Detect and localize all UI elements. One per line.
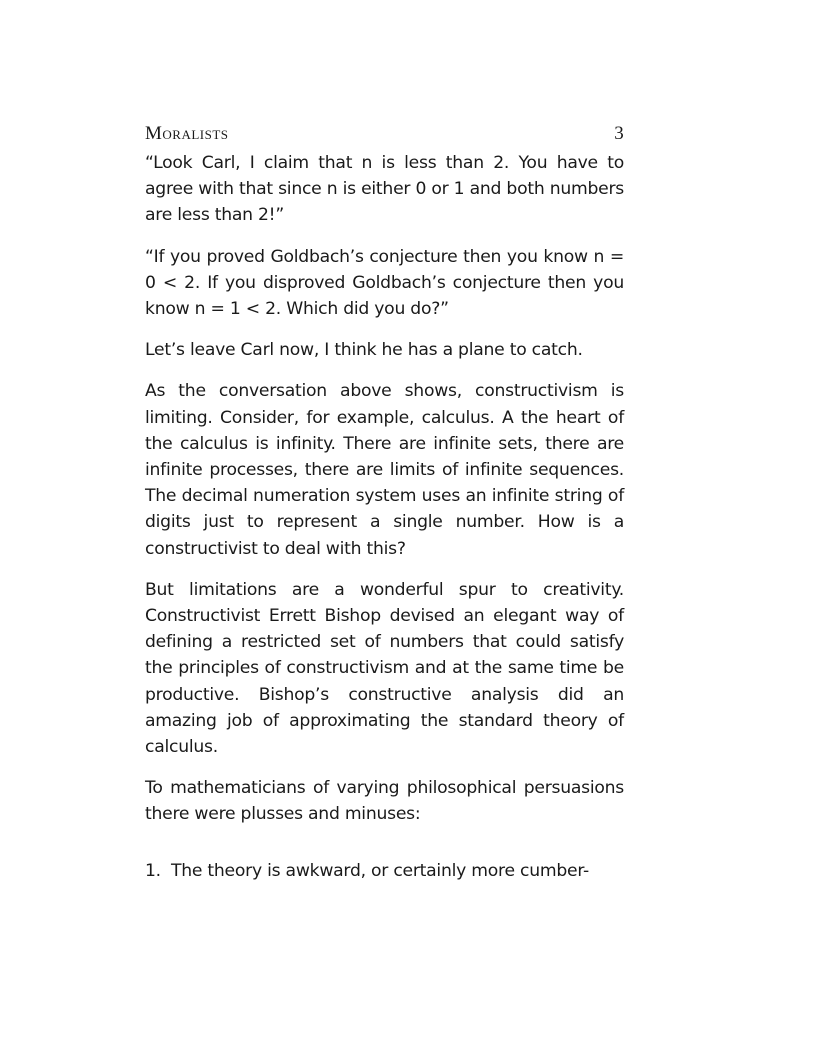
paragraph-5: But limitations are a wonderful spur to creativity. Constructivist Errett Bishop devised an elegant way of defining a restricted set of numbers that could satisfy the principles of constructivism and at the same time be productive. Bishop’s constructive analysis did an amazing job of approximating the standard theory of calculus. bbox=[145, 579, 624, 758]
paragraph-3: Let’s leave Carl now, I think he has a plane to catch. bbox=[145, 340, 583, 361]
paragraph-1: “Look Carl, I claim that n is less than 2. You have to agree with that since n is either 0 or 1 and both numbers are less than 2!” bbox=[145, 153, 624, 226]
page-header bbox=[145, 118, 624, 150]
paragraph-2: “If you proved Goldbach’s conjecture then you know n = 0 < 2. If you disproved Goldbach’s conjecture then you know n = 1 < 2. Which did you do?” bbox=[145, 246, 624, 320]
enumerated-list bbox=[145, 858, 624, 884]
document-page bbox=[145, 118, 624, 884]
list-item-text: The theory is awkward, or certainly more cumber- bbox=[171, 860, 589, 881]
paragraph-6: To mathematicians of varying philosophical persuasions there were plusses and minuses: bbox=[145, 778, 624, 825]
list-item-number: 1. bbox=[145, 860, 161, 881]
page-number: 3 bbox=[614, 123, 624, 144]
running-title: Moralists bbox=[145, 123, 229, 144]
paragraph-4: As the conversation above shows, constructivism is limiting. Consider, for example, calculus. A the heart of the calculus is infinity. There are infinite sets, there are infinite processes, there are limits of infinite sequences. The decimal numeration system uses an infinite string of digits just to represent a single number. How is a constructivist to deal with this? bbox=[145, 381, 624, 559]
